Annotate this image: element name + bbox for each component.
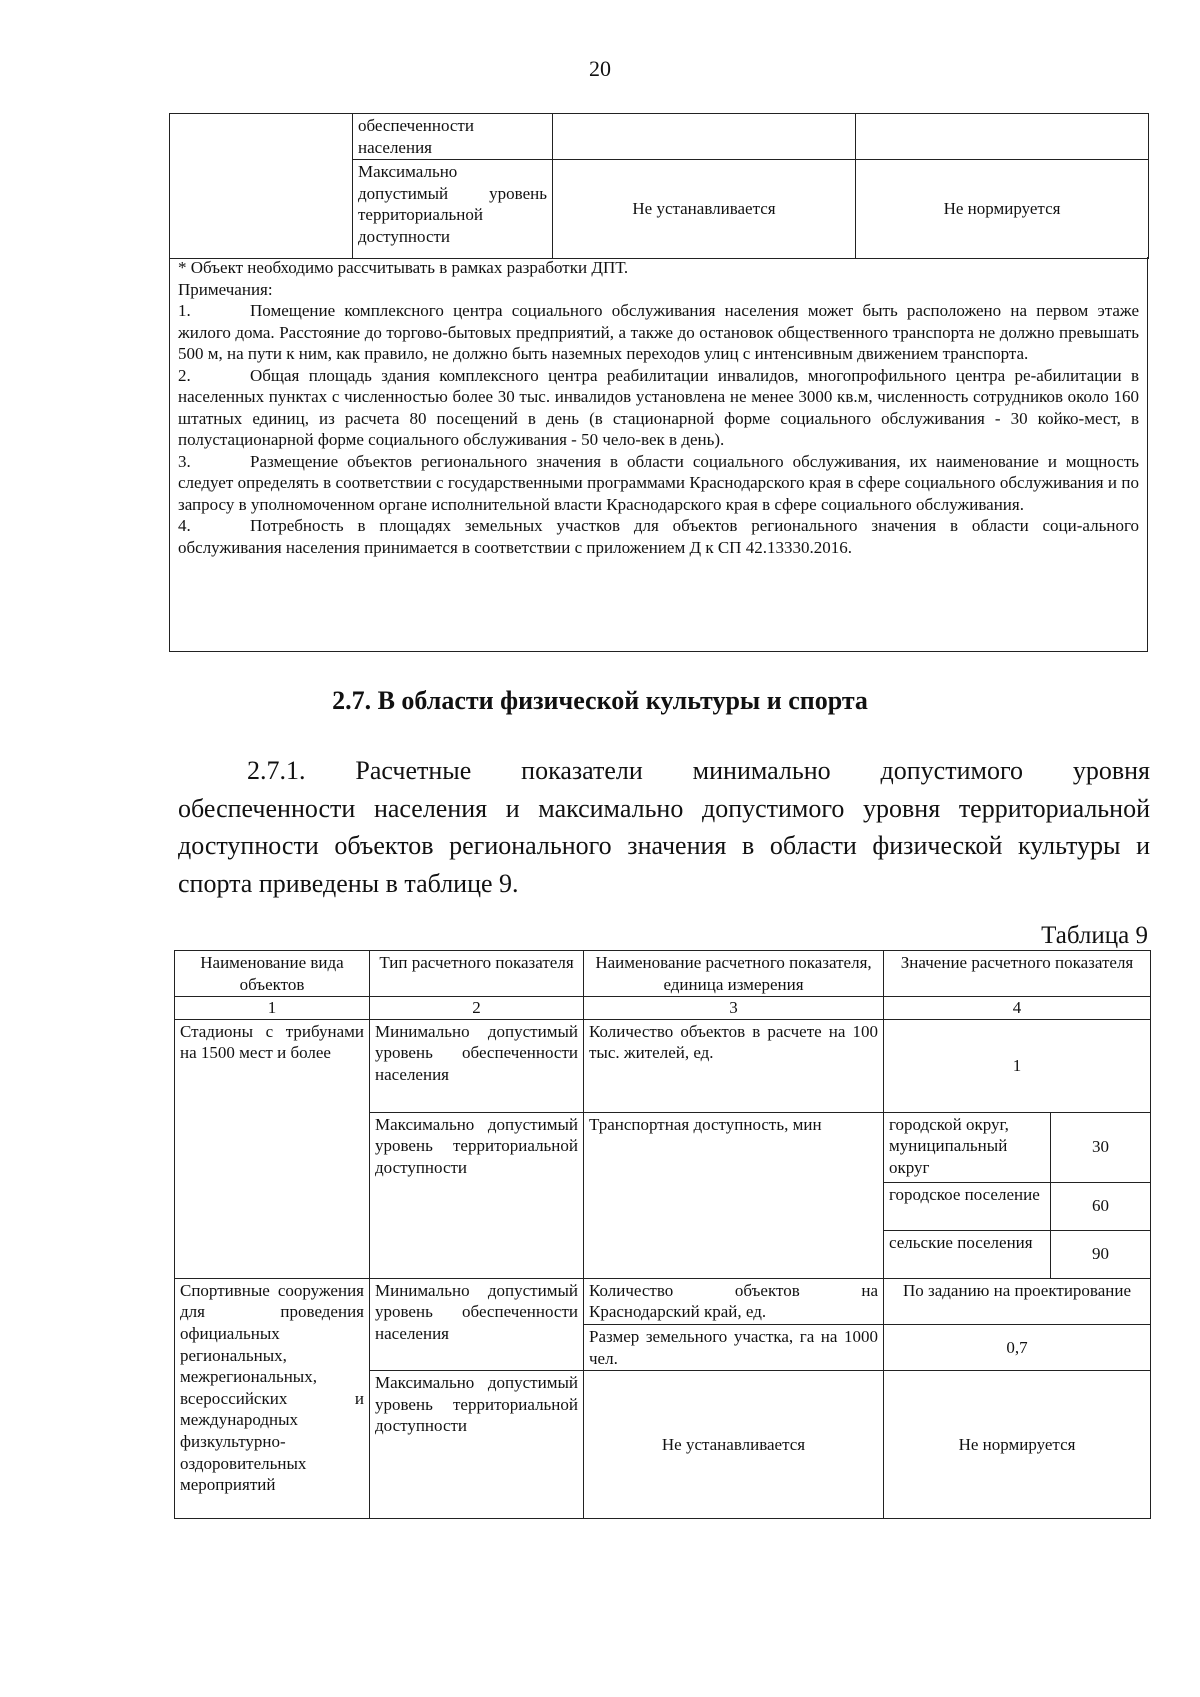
sport-name: Спортивные сооружения для проведения официальных региональных, межрегиональных, всероссийских и международных физкультурно-оздоровительных мероприятий bbox=[175, 1278, 370, 1518]
cont-max-value: Не нормируется bbox=[856, 160, 1149, 259]
stadium-min-value: 1 bbox=[884, 1019, 1151, 1112]
sub-value-urban-district: 30 bbox=[1051, 1112, 1151, 1182]
stadium-min-name: Количество объектов в расчете на 100 тыс. жителей, ед. bbox=[584, 1019, 884, 1112]
page-number: 20 bbox=[589, 56, 611, 81]
stadium-min-type: Минимально допустимый уровень обеспеченности населения bbox=[370, 1019, 584, 1112]
sub-label-urban-district: городской округ, муниципальный округ bbox=[884, 1112, 1051, 1182]
table-9 bbox=[174, 950, 1151, 1519]
sub-value-rural-settlement: 90 bbox=[1051, 1230, 1151, 1278]
col-number-3: 3 bbox=[584, 997, 884, 1020]
note-text: Общая площадь здания комплексного центра реабилитации инвалидов, многопрофильного центра ре-абилитации в населенных пунктах с численностью более 30 тыс. инвалидов установлена не менее 3000 кв.м, численность сотрудников около 160 штатных единиц, из расчета 80 посещений в день (в стационарной форме социального обслуживания - 30 койко-мест, в полустационарной форме социального обслуживания - 50 чело-век в день). bbox=[178, 365, 1139, 449]
note-text: Потребность в площадях земельных участков для объектов регионального значения в области соци-ального обслуживания населения принимается в соответствии с приложением Д к СП 42.13330.2016. bbox=[178, 516, 1139, 557]
sport-max-name: Не устанавливается bbox=[584, 1371, 884, 1519]
sport-min-value-1: По заданию на проектирование bbox=[884, 1278, 1151, 1324]
cont-max-type: Максимально допустимый уровень территориальной доступности bbox=[353, 160, 553, 259]
cont-value-cell bbox=[856, 114, 1149, 160]
col-number-1: 1 bbox=[175, 997, 370, 1020]
sport-max-type: Максимально допустимый уровень территориальной доступности bbox=[370, 1371, 584, 1519]
cont-max-name: Не устанавливается bbox=[553, 160, 856, 259]
note-number: 1. bbox=[178, 301, 191, 320]
sport-min-name-2: Размер земельного участка, га на 1000 чел. bbox=[584, 1324, 884, 1370]
paragraph-first-line: 2.7.1. Расчетные показатели минимально допустимого уровня bbox=[247, 756, 1150, 785]
sport-max-value: Не нормируется bbox=[884, 1371, 1151, 1519]
col-number-2: 2 bbox=[370, 997, 584, 1020]
cont-indicator-cell bbox=[553, 114, 856, 160]
note-2 bbox=[178, 365, 1139, 451]
header-indicator-type: Тип расчетного показателя bbox=[370, 951, 584, 997]
header-object-type: Наименование вида объектов bbox=[175, 951, 370, 997]
notes-asterisk: * Объект необходимо рассчитывать в рамках разработки ДПТ. bbox=[178, 258, 629, 277]
note-number: 2. bbox=[178, 365, 191, 385]
paragraph-rest: обеспеченности населения и максимально допустимого уровня территориальной доступности объектов регионального значения в области физической культуры и спорта приведены в таблице 9. bbox=[178, 793, 1150, 898]
stadium-name: Стадионы с трибунами на 1500 мест и более bbox=[175, 1019, 370, 1278]
note-number: 3. bbox=[178, 451, 191, 471]
cont-name-cell bbox=[170, 114, 353, 259]
sub-label-rural-settlement: сельские поселения bbox=[884, 1230, 1051, 1278]
stadium-max-type: Максимально допустимый уровень территориальной доступности bbox=[370, 1112, 584, 1278]
stadium-max-name: Транспортная доступность, мин bbox=[584, 1112, 884, 1278]
table-caption: Таблица 9 bbox=[1041, 922, 1148, 949]
header-indicator-value: Значение расчетного показателя bbox=[884, 951, 1151, 997]
sport-min-type: Минимально допустимый уровень обеспеченности населения bbox=[370, 1278, 584, 1370]
sub-value-urban-settlement: 60 bbox=[1051, 1182, 1151, 1230]
note-4 bbox=[178, 515, 1139, 558]
note-number: 4. bbox=[178, 516, 191, 535]
continued-table bbox=[169, 113, 1149, 259]
note-text: Помещение комплексного центра социального обслуживания населения может быть расположено на первом этаже жилого дома. Расстояние до торгово-бытовых предприятий, а также до остановок общественного транспорта не должно превышать 500 м, на пути к ним, как правило, не должно быть наземных переходов улиц с интенсивным движением транспорта. bbox=[178, 301, 1139, 363]
note-3 bbox=[178, 451, 1139, 516]
cont-type-cell: обеспеченности населения bbox=[353, 114, 553, 160]
sub-label-urban-settlement: городское поселение bbox=[884, 1182, 1051, 1230]
notes-block bbox=[169, 257, 1148, 652]
notes-title: Примечания: bbox=[178, 279, 273, 299]
sport-min-value-2: 0,7 bbox=[884, 1324, 1151, 1370]
note-text: Размещение объектов регионального значения в области социального обслуживания, их наименование и мощность следует определять в соответствии с государственными программами Краснодарского края в сфере социального обслуживания и по запросу в уполномоченном органе исполнительной власти Краснодарского края в сфере социального обслуживания. bbox=[178, 451, 1139, 514]
note-1 bbox=[178, 300, 1139, 365]
col-number-4: 4 bbox=[884, 997, 1151, 1020]
header-indicator-name: Наименование расчетного показателя, единица измерения bbox=[584, 951, 884, 997]
section-paragraph bbox=[178, 752, 1150, 902]
section-heading: 2.7. В области физической культуры и спорта bbox=[332, 686, 868, 715]
sport-min-name-1: Количество объектов на Краснодарский край, ед. bbox=[584, 1278, 884, 1324]
